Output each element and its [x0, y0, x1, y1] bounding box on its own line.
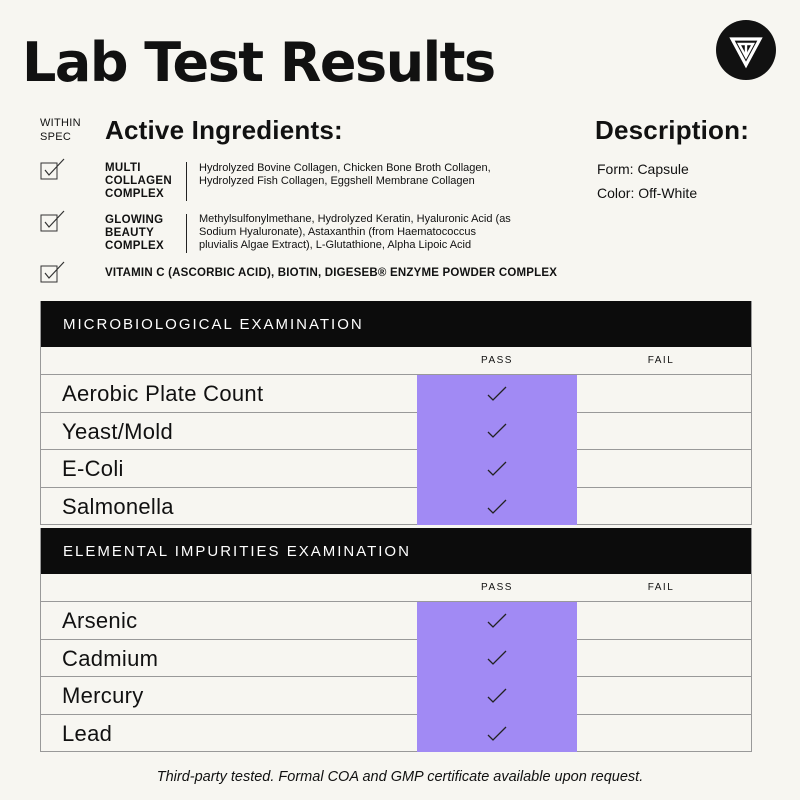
- ingredient-separator: [186, 162, 187, 201]
- column-header-row: [41, 347, 751, 375]
- checkmark-icon: [486, 385, 508, 403]
- column-header-row: [41, 574, 751, 602]
- table-row: [41, 602, 751, 640]
- table-row: [41, 640, 751, 678]
- pass-cell: [417, 715, 577, 753]
- table-row: [41, 450, 751, 488]
- description-color: Color: Off-White: [597, 185, 698, 201]
- pass-cell: [417, 488, 577, 526]
- checkbox-checked-icon: [40, 157, 66, 181]
- table-row: [41, 488, 751, 526]
- checkbox-checked-icon: [40, 209, 66, 233]
- pass-cell: [417, 602, 577, 640]
- microbiological-table: [40, 301, 752, 525]
- ingredient-group-description: Methylsulfonylmethane, Hydrolyzed Keratin, Hyaluronic Acid (as Sodium Hyaluronate), Astaxanthin (from Haematococcus pluvialis Algae Extract), L-Glutathione, Alpha Lipoic Acid: [199, 213, 511, 251]
- ingredient-group-description: Hydrolyzed Bovine Collagen, Chicken Bone Broth Collagen, Hydrolyzed Fish Collagen, Eggshell Membrane Collagen: [199, 162, 491, 187]
- table-row: [41, 375, 751, 413]
- footer-note: Third-party tested. Formal COA and GMP certificate available upon request.: [156, 769, 644, 785]
- test-name: Lead: [62, 720, 113, 746]
- table-row: [41, 413, 751, 451]
- checkmark-icon: [486, 612, 508, 630]
- ingredient-group-name: GLOWING BEAUTY COMPLEX: [105, 214, 164, 252]
- description-heading: Description:: [595, 115, 750, 145]
- description-form: Form: Capsule: [597, 161, 689, 177]
- test-name: Salmonella: [62, 493, 174, 519]
- fail-column-label: FAIL: [647, 355, 675, 366]
- ingredient-group-name: MULTI COLLAGEN COMPLEX: [105, 162, 172, 200]
- checkmark-icon: [486, 649, 508, 667]
- brand-v-logo-icon: [716, 20, 776, 80]
- pass-cell: [417, 413, 577, 451]
- checkmark-icon: [486, 687, 508, 705]
- pass-cell: [417, 640, 577, 678]
- test-name: Mercury: [62, 683, 144, 709]
- pass-cell: [417, 375, 577, 413]
- pass-column-label: PASS: [481, 582, 513, 593]
- table-heading: ELEMENTAL IMPURITIES EXAMINATION: [41, 528, 751, 574]
- test-name: Cadmium: [62, 645, 159, 671]
- table-heading: MICROBIOLOGICAL EXAMINATION: [41, 301, 751, 347]
- table-row: [41, 715, 751, 753]
- elemental-impurities-table: [40, 528, 752, 752]
- within-spec-label: WITHIN SPEC: [40, 117, 81, 143]
- pass-cell: [417, 677, 577, 715]
- ingredient-separator: [186, 214, 187, 253]
- vitamin-line: VITAMIN C (ASCORBIC ACID), BIOTIN, DIGESEB® ENZYME POWDER COMPLEX: [105, 267, 558, 279]
- fail-column-label: FAIL: [647, 582, 675, 593]
- test-name: E-Coli: [62, 456, 124, 482]
- checkmark-icon: [486, 498, 508, 516]
- checkmark-icon: [486, 460, 508, 478]
- checkmark-icon: [486, 725, 508, 743]
- test-name: Arsenic: [62, 608, 138, 633]
- table-row: [41, 677, 751, 715]
- pass-column-label: PASS: [481, 355, 513, 366]
- active-ingredients-heading: Active Ingredients:: [105, 115, 343, 145]
- page-title: Lab Test Results: [22, 31, 495, 94]
- pass-cell: [417, 450, 577, 488]
- test-name: Yeast/Mold: [62, 418, 174, 444]
- test-name: Aerobic Plate Count: [62, 381, 264, 406]
- checkmark-icon: [486, 422, 508, 440]
- checkbox-checked-icon: [40, 260, 66, 284]
